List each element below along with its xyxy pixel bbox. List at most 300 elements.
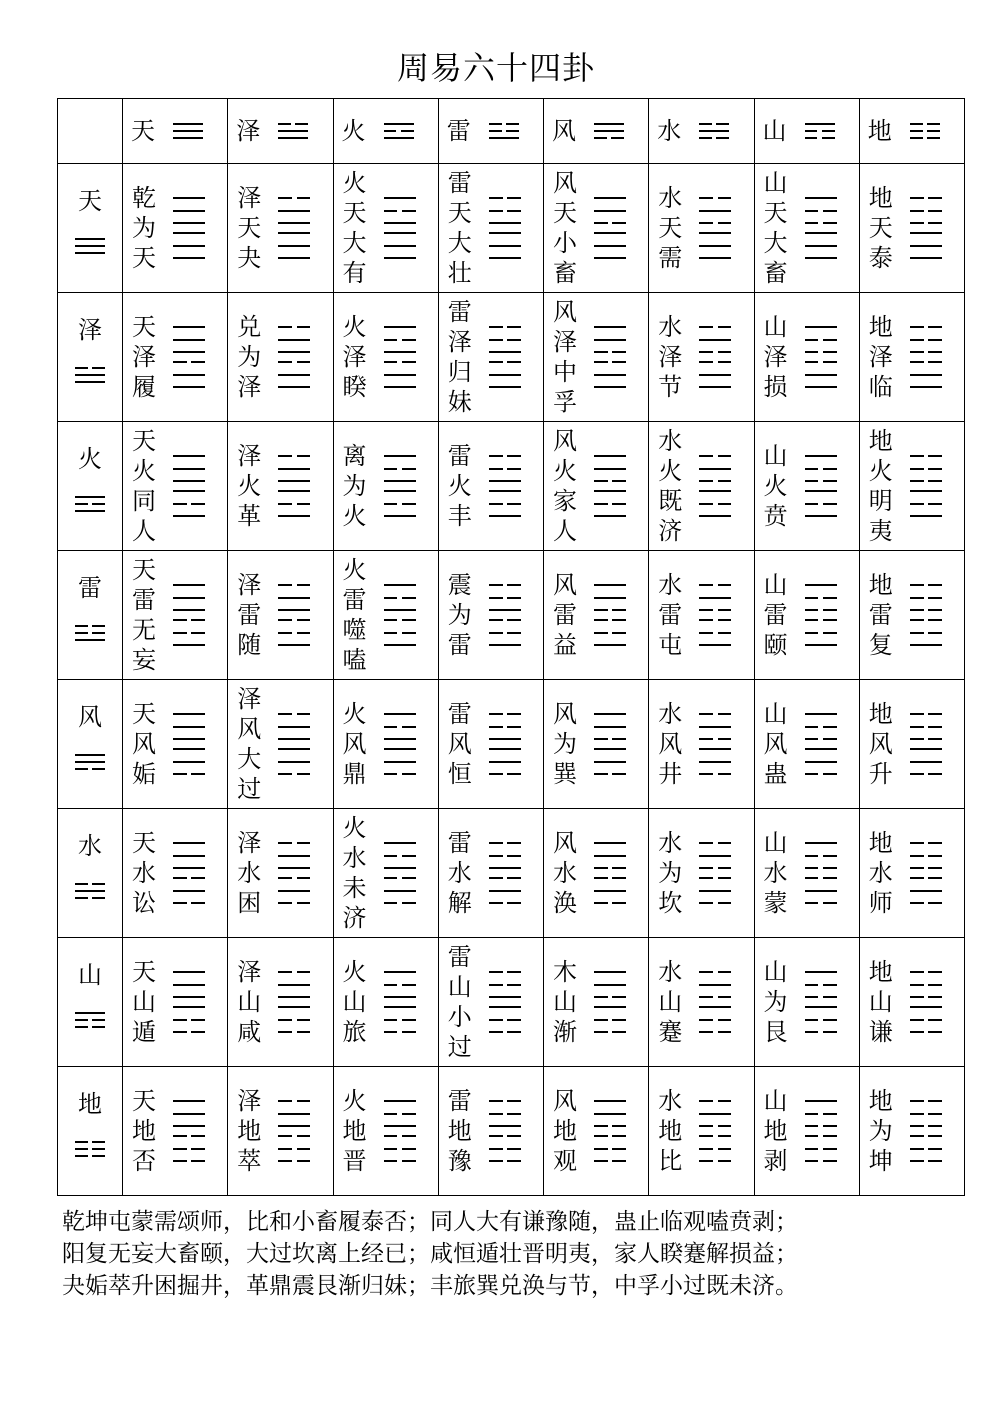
upper-trigram-icon bbox=[173, 455, 205, 482]
upper-trigram-icon bbox=[384, 1100, 416, 1127]
hexagram-icon bbox=[489, 455, 521, 517]
table-row bbox=[58, 422, 965, 551]
lower-trigram-icon bbox=[173, 361, 205, 388]
row-header-label: 泽 bbox=[78, 316, 102, 344]
hexagram-cell bbox=[859, 809, 964, 938]
hexagram-cell bbox=[123, 422, 228, 551]
hexagram-name: 离 为 火 bbox=[342, 442, 367, 530]
lower-trigram-icon bbox=[699, 748, 731, 775]
hexagram-icon bbox=[173, 455, 205, 517]
hexagram-icon bbox=[699, 1100, 731, 1162]
hexagram-cell bbox=[228, 293, 333, 422]
hexagram-table bbox=[57, 98, 965, 1196]
hexagram-cell bbox=[123, 164, 228, 293]
lower-trigram-icon bbox=[805, 361, 837, 388]
table-row bbox=[58, 809, 965, 938]
trigram-icon bbox=[489, 123, 519, 139]
hexagram-name: 火 山 旅 bbox=[342, 958, 367, 1046]
hexagram-name: 火 风 鼎 bbox=[342, 700, 367, 788]
hexagram-name: 风 泽 中 孚 bbox=[553, 298, 577, 416]
hexagram-cell bbox=[649, 809, 754, 938]
hexagram-name: 泽 水 困 bbox=[237, 829, 262, 917]
lower-trigram-icon bbox=[173, 1135, 205, 1162]
hexagram-name: 水 天 需 bbox=[658, 184, 683, 272]
hexagram-cell bbox=[544, 680, 649, 809]
upper-trigram-icon bbox=[278, 842, 310, 869]
hexagram-cell bbox=[333, 1067, 438, 1196]
hexagram-icon bbox=[384, 326, 416, 388]
column-header-label: 泽 bbox=[236, 117, 261, 145]
hexagram-name: 天 火 同 人 bbox=[132, 427, 156, 545]
upper-trigram-icon bbox=[805, 971, 837, 998]
hexagram-icon bbox=[699, 971, 731, 1033]
lower-trigram-icon bbox=[489, 877, 521, 904]
hexagram-icon bbox=[699, 713, 731, 775]
hexagram-cell bbox=[544, 938, 649, 1067]
lower-trigram-icon bbox=[489, 748, 521, 775]
hexagram-name: 雷 泽 归 妹 bbox=[447, 298, 472, 416]
row-header-label: 雷 bbox=[78, 574, 102, 602]
hexagram-icon bbox=[489, 713, 521, 775]
hexagram-name: 火 水 未 济 bbox=[342, 814, 367, 932]
lower-trigram-icon bbox=[910, 1135, 942, 1162]
hexagram-icon bbox=[173, 326, 205, 388]
lower-trigram-icon bbox=[384, 361, 416, 388]
lower-trigram-icon bbox=[384, 748, 416, 775]
hexagram-icon bbox=[173, 971, 205, 1033]
hexagram-cell bbox=[859, 422, 964, 551]
column-header-label: 地 bbox=[867, 117, 892, 145]
row-header-label: 山 bbox=[78, 961, 102, 989]
hexagram-name: 山 风 蛊 bbox=[763, 700, 788, 788]
hexagram-cell bbox=[544, 1067, 649, 1196]
hexagram-name: 水 雷 屯 bbox=[658, 571, 683, 659]
hexagram-icon bbox=[805, 1100, 837, 1162]
hexagram-name: 雷 火 丰 bbox=[447, 442, 472, 530]
lower-trigram-icon bbox=[594, 619, 626, 646]
hexagram-cell bbox=[123, 938, 228, 1067]
hexagram-cell bbox=[438, 293, 543, 422]
row-header bbox=[58, 1067, 123, 1196]
hexagram-name: 泽 风 大 过 bbox=[237, 685, 262, 803]
hexagram-name: 天 山 遁 bbox=[132, 958, 156, 1046]
hexagram-cell bbox=[754, 551, 859, 680]
hexagram-icon bbox=[910, 842, 942, 904]
hexagram-name: 兑 为 泽 bbox=[237, 313, 262, 401]
hexagram-cell bbox=[544, 164, 649, 293]
upper-trigram-icon bbox=[384, 713, 416, 740]
hexagram-cell bbox=[333, 422, 438, 551]
upper-trigram-icon bbox=[699, 197, 731, 224]
hexagram-name: 风 地 观 bbox=[553, 1087, 577, 1175]
upper-trigram-icon bbox=[594, 1100, 626, 1127]
upper-trigram-icon bbox=[384, 455, 416, 482]
hexagram-name: 山 地 剥 bbox=[763, 1087, 788, 1175]
lower-trigram-icon bbox=[278, 232, 310, 259]
hexagram-cell bbox=[228, 422, 333, 551]
lower-trigram-icon bbox=[910, 619, 942, 646]
lower-trigram-icon bbox=[173, 748, 205, 775]
upper-trigram-icon bbox=[173, 197, 205, 224]
lower-trigram-icon bbox=[384, 1006, 416, 1033]
hexagram-name: 水 泽 节 bbox=[658, 313, 683, 401]
hexagram-cell bbox=[859, 1067, 964, 1196]
upper-trigram-icon bbox=[489, 197, 521, 224]
hexagram-name: 天 风 姤 bbox=[132, 700, 156, 788]
lower-trigram-icon bbox=[489, 1135, 521, 1162]
hexagram-cell bbox=[333, 293, 438, 422]
trigram-icon bbox=[75, 367, 105, 383]
row-header bbox=[58, 164, 123, 293]
column-header bbox=[649, 99, 754, 164]
hexagram-icon bbox=[278, 1100, 310, 1162]
hexagram-name: 雷 天 大 壮 bbox=[447, 169, 472, 287]
hexagram-name: 地 风 升 bbox=[868, 700, 893, 788]
hexagram-cell bbox=[859, 551, 964, 680]
hexagram-icon bbox=[173, 842, 205, 904]
hexagram-name: 山 水 蒙 bbox=[763, 829, 788, 917]
hexagram-name: 地 泽 临 bbox=[868, 313, 893, 401]
hexagram-icon bbox=[699, 197, 731, 259]
row-header-label: 水 bbox=[78, 832, 102, 860]
hexagram-name: 地 为 坤 bbox=[868, 1087, 893, 1175]
lower-trigram-icon bbox=[910, 748, 942, 775]
hexagram-name: 火 地 晋 bbox=[342, 1087, 367, 1175]
upper-trigram-icon bbox=[173, 971, 205, 998]
lower-trigram-icon bbox=[173, 619, 205, 646]
lower-trigram-icon bbox=[699, 490, 731, 517]
hexagram-icon bbox=[489, 326, 521, 388]
hexagram-name: 地 天 泰 bbox=[868, 184, 893, 272]
hexagram-name: 火 泽 睽 bbox=[342, 313, 367, 401]
lower-trigram-icon bbox=[594, 1006, 626, 1033]
hexagram-cell bbox=[123, 809, 228, 938]
upper-trigram-icon bbox=[805, 584, 837, 611]
hexagram-name: 山 天 大 畜 bbox=[763, 169, 788, 287]
trigram-icon bbox=[75, 883, 105, 899]
hexagram-icon bbox=[805, 971, 837, 1033]
hexagram-icon bbox=[699, 584, 731, 646]
lower-trigram-icon bbox=[805, 619, 837, 646]
lower-trigram-icon bbox=[594, 877, 626, 904]
hexagram-name: 泽 地 萃 bbox=[237, 1087, 262, 1175]
hexagram-icon bbox=[594, 713, 626, 775]
lower-trigram-icon bbox=[805, 232, 837, 259]
hexagram-cell bbox=[544, 551, 649, 680]
lower-trigram-icon bbox=[489, 490, 521, 517]
column-header-label: 风 bbox=[552, 117, 576, 145]
hexagram-cell bbox=[859, 164, 964, 293]
hexagram-icon bbox=[594, 842, 626, 904]
hexagram-name: 风 天 小 畜 bbox=[553, 169, 577, 287]
hexagram-cell bbox=[544, 809, 649, 938]
hexagram-cell bbox=[228, 938, 333, 1067]
hexagram-cell bbox=[649, 680, 754, 809]
hexagram-icon bbox=[278, 971, 310, 1033]
row-header bbox=[58, 293, 123, 422]
hexagram-cell bbox=[754, 164, 859, 293]
hexagram-icon bbox=[910, 584, 942, 646]
hexagram-icon bbox=[910, 197, 942, 259]
upper-trigram-icon bbox=[594, 584, 626, 611]
row-header bbox=[58, 551, 123, 680]
hexagram-icon bbox=[594, 584, 626, 646]
hexagram-name: 天 水 讼 bbox=[132, 829, 156, 917]
upper-trigram-icon bbox=[910, 326, 942, 353]
lower-trigram-icon bbox=[910, 232, 942, 259]
trigram-icon bbox=[75, 1012, 105, 1028]
row-header-label: 天 bbox=[78, 187, 102, 215]
hexagram-cell bbox=[544, 422, 649, 551]
hexagram-icon bbox=[805, 197, 837, 259]
header-row bbox=[58, 99, 965, 164]
column-header bbox=[438, 99, 543, 164]
lower-trigram-icon bbox=[278, 619, 310, 646]
upper-trigram-icon bbox=[384, 197, 416, 224]
trigram-icon bbox=[75, 754, 105, 770]
hexagram-cell bbox=[649, 938, 754, 1067]
lower-trigram-icon bbox=[699, 877, 731, 904]
lower-trigram-icon bbox=[173, 877, 205, 904]
lower-trigram-icon bbox=[910, 1006, 942, 1033]
trigram-icon bbox=[278, 123, 308, 139]
hexagram-icon bbox=[384, 713, 416, 775]
trigram-icon bbox=[173, 123, 203, 139]
hexagram-name: 风 火 家 人 bbox=[553, 427, 577, 545]
hexagram-icon bbox=[278, 713, 310, 775]
lower-trigram-icon bbox=[594, 1135, 626, 1162]
hexagram-icon bbox=[910, 326, 942, 388]
hexagram-name: 山 火 贲 bbox=[763, 442, 788, 530]
lower-trigram-icon bbox=[805, 1006, 837, 1033]
hexagram-icon bbox=[594, 197, 626, 259]
lower-trigram-icon bbox=[910, 361, 942, 388]
hexagram-icon bbox=[594, 455, 626, 517]
hexagram-name: 风 为 巽 bbox=[553, 700, 577, 788]
trigram-icon bbox=[910, 123, 940, 139]
hexagram-cell bbox=[859, 293, 964, 422]
upper-trigram-icon bbox=[699, 971, 731, 998]
hexagram-icon bbox=[173, 584, 205, 646]
upper-trigram-icon bbox=[173, 326, 205, 353]
lower-trigram-icon bbox=[384, 490, 416, 517]
hexagram-cell bbox=[333, 809, 438, 938]
lower-trigram-icon bbox=[805, 877, 837, 904]
hexagram-icon bbox=[805, 455, 837, 517]
hexagram-cell bbox=[754, 422, 859, 551]
hexagram-cell bbox=[438, 680, 543, 809]
lower-trigram-icon bbox=[805, 490, 837, 517]
upper-trigram-icon bbox=[384, 584, 416, 611]
lower-trigram-icon bbox=[805, 748, 837, 775]
hexagram-icon bbox=[910, 971, 942, 1033]
hexagram-name: 雷 地 豫 bbox=[447, 1087, 472, 1175]
upper-trigram-icon bbox=[384, 326, 416, 353]
upper-trigram-icon bbox=[489, 971, 521, 998]
lower-trigram-icon bbox=[594, 490, 626, 517]
hexagram-icon bbox=[489, 584, 521, 646]
hexagram-cell bbox=[228, 164, 333, 293]
corner-cell bbox=[58, 99, 123, 164]
hexagram-name: 地 水 师 bbox=[868, 829, 893, 917]
trigram-icon bbox=[699, 123, 729, 139]
hexagram-cell bbox=[859, 680, 964, 809]
upper-trigram-icon bbox=[910, 455, 942, 482]
lower-trigram-icon bbox=[384, 619, 416, 646]
hexagram-cell bbox=[754, 938, 859, 1067]
upper-trigram-icon bbox=[594, 197, 626, 224]
upper-trigram-icon bbox=[173, 842, 205, 869]
column-header bbox=[333, 99, 438, 164]
hexagram-name: 风 水 涣 bbox=[553, 829, 577, 917]
hexagram-icon bbox=[594, 1100, 626, 1162]
upper-trigram-icon bbox=[910, 842, 942, 869]
hexagram-icon bbox=[489, 197, 521, 259]
hexagram-cell bbox=[544, 293, 649, 422]
hexagram-cell bbox=[754, 293, 859, 422]
mnemonic-verse bbox=[62, 1206, 942, 1302]
hexagram-name: 泽 天 夬 bbox=[237, 184, 262, 272]
lower-trigram-icon bbox=[278, 1006, 310, 1033]
table-row bbox=[58, 938, 965, 1067]
hexagram-cell bbox=[123, 1067, 228, 1196]
hexagram-cell bbox=[649, 1067, 754, 1196]
upper-trigram-icon bbox=[489, 713, 521, 740]
lower-trigram-icon bbox=[173, 1006, 205, 1033]
lower-trigram-icon bbox=[699, 619, 731, 646]
hexagram-name: 山 雷 颐 bbox=[763, 571, 788, 659]
upper-trigram-icon bbox=[594, 326, 626, 353]
hexagram-cell bbox=[754, 1067, 859, 1196]
hexagram-cell bbox=[123, 293, 228, 422]
column-header-label: 雷 bbox=[446, 117, 471, 145]
hexagram-cell bbox=[123, 680, 228, 809]
hexagram-icon bbox=[910, 713, 942, 775]
hexagram-icon bbox=[278, 842, 310, 904]
hexagram-cell bbox=[649, 551, 754, 680]
lower-trigram-icon bbox=[278, 748, 310, 775]
lower-trigram-icon bbox=[489, 619, 521, 646]
upper-trigram-icon bbox=[278, 326, 310, 353]
upper-trigram-icon bbox=[699, 584, 731, 611]
upper-trigram-icon bbox=[805, 842, 837, 869]
upper-trigram-icon bbox=[910, 197, 942, 224]
hexagram-cell bbox=[754, 809, 859, 938]
hexagram-icon bbox=[805, 713, 837, 775]
hexagram-icon bbox=[384, 842, 416, 904]
hexagram-icon bbox=[699, 842, 731, 904]
hexagram-name: 火 雷 噬 嗑 bbox=[342, 556, 367, 674]
hexagram-name: 泽 火 革 bbox=[237, 442, 262, 530]
lower-trigram-icon bbox=[489, 361, 521, 388]
trigram-icon bbox=[75, 1141, 105, 1157]
verse-line: 夬姤萃升困掘井，革鼎震艮渐归妹；丰旅巽兑涣与节，中孚小过既未济。 bbox=[62, 1273, 798, 1299]
table-row bbox=[58, 551, 965, 680]
hexagram-cell bbox=[333, 938, 438, 1067]
column-header bbox=[228, 99, 333, 164]
hexagram-cell bbox=[333, 551, 438, 680]
lower-trigram-icon bbox=[278, 361, 310, 388]
hexagram-name: 水 山 蹇 bbox=[658, 958, 683, 1046]
upper-trigram-icon bbox=[278, 713, 310, 740]
row-header-label: 风 bbox=[78, 703, 102, 731]
verse-line: 阳复无妄大畜颐，大过坎离上经已；咸恒遁壮晋明夷，家人睽蹇解损益； bbox=[62, 1241, 798, 1267]
upper-trigram-icon bbox=[910, 584, 942, 611]
hexagram-icon bbox=[489, 971, 521, 1033]
table-row bbox=[58, 680, 965, 809]
lower-trigram-icon bbox=[699, 1135, 731, 1162]
lower-trigram-icon bbox=[805, 1135, 837, 1162]
hexagram-cell bbox=[333, 680, 438, 809]
upper-trigram-icon bbox=[384, 971, 416, 998]
lower-trigram-icon bbox=[910, 490, 942, 517]
column-header bbox=[754, 99, 859, 164]
hexagram-icon bbox=[384, 971, 416, 1033]
upper-trigram-icon bbox=[805, 713, 837, 740]
upper-trigram-icon bbox=[594, 713, 626, 740]
upper-trigram-icon bbox=[489, 584, 521, 611]
upper-trigram-icon bbox=[805, 1100, 837, 1127]
hexagram-icon bbox=[910, 455, 942, 517]
table-row bbox=[58, 164, 965, 293]
upper-trigram-icon bbox=[173, 713, 205, 740]
page-title: 周易六十四卦 bbox=[396, 49, 595, 87]
trigram-icon bbox=[805, 123, 835, 139]
trigram-icon bbox=[384, 123, 414, 139]
hexagram-name: 火 天 大 有 bbox=[342, 169, 367, 287]
lower-trigram-icon bbox=[173, 232, 205, 259]
row-header bbox=[58, 938, 123, 1067]
lower-trigram-icon bbox=[384, 1135, 416, 1162]
hexagram-cell bbox=[228, 680, 333, 809]
table-row bbox=[58, 1067, 965, 1196]
hexagram-icon bbox=[699, 455, 731, 517]
lower-trigram-icon bbox=[384, 232, 416, 259]
upper-trigram-icon bbox=[699, 326, 731, 353]
upper-trigram-icon bbox=[699, 713, 731, 740]
lower-trigram-icon bbox=[278, 1135, 310, 1162]
upper-trigram-icon bbox=[489, 842, 521, 869]
lower-trigram-icon bbox=[489, 232, 521, 259]
hexagram-name: 水 为 坎 bbox=[658, 829, 683, 917]
hexagram-cell bbox=[649, 293, 754, 422]
hexagram-name: 雷 风 恒 bbox=[447, 700, 472, 788]
upper-trigram-icon bbox=[805, 455, 837, 482]
hexagram-cell bbox=[649, 422, 754, 551]
hexagram-name: 地 山 谦 bbox=[868, 958, 893, 1046]
upper-trigram-icon bbox=[699, 842, 731, 869]
hexagram-cell bbox=[228, 551, 333, 680]
hexagram-name: 地 雷 复 bbox=[868, 571, 893, 659]
lower-trigram-icon bbox=[699, 1006, 731, 1033]
hexagram-icon bbox=[173, 197, 205, 259]
lower-trigram-icon bbox=[594, 748, 626, 775]
lower-trigram-icon bbox=[699, 232, 731, 259]
upper-trigram-icon bbox=[278, 197, 310, 224]
hexagram-icon bbox=[278, 455, 310, 517]
lower-trigram-icon bbox=[594, 361, 626, 388]
upper-trigram-icon bbox=[594, 455, 626, 482]
hexagram-name: 泽 山 咸 bbox=[237, 958, 262, 1046]
upper-trigram-icon bbox=[489, 326, 521, 353]
hexagram-cell bbox=[228, 809, 333, 938]
upper-trigram-icon bbox=[173, 584, 205, 611]
hexagram-icon bbox=[278, 326, 310, 388]
hexagram-icon bbox=[173, 1100, 205, 1162]
upper-trigram-icon bbox=[173, 1100, 205, 1127]
hexagram-name: 地 火 明 夷 bbox=[868, 427, 893, 545]
hexagram-icon bbox=[910, 1100, 942, 1162]
